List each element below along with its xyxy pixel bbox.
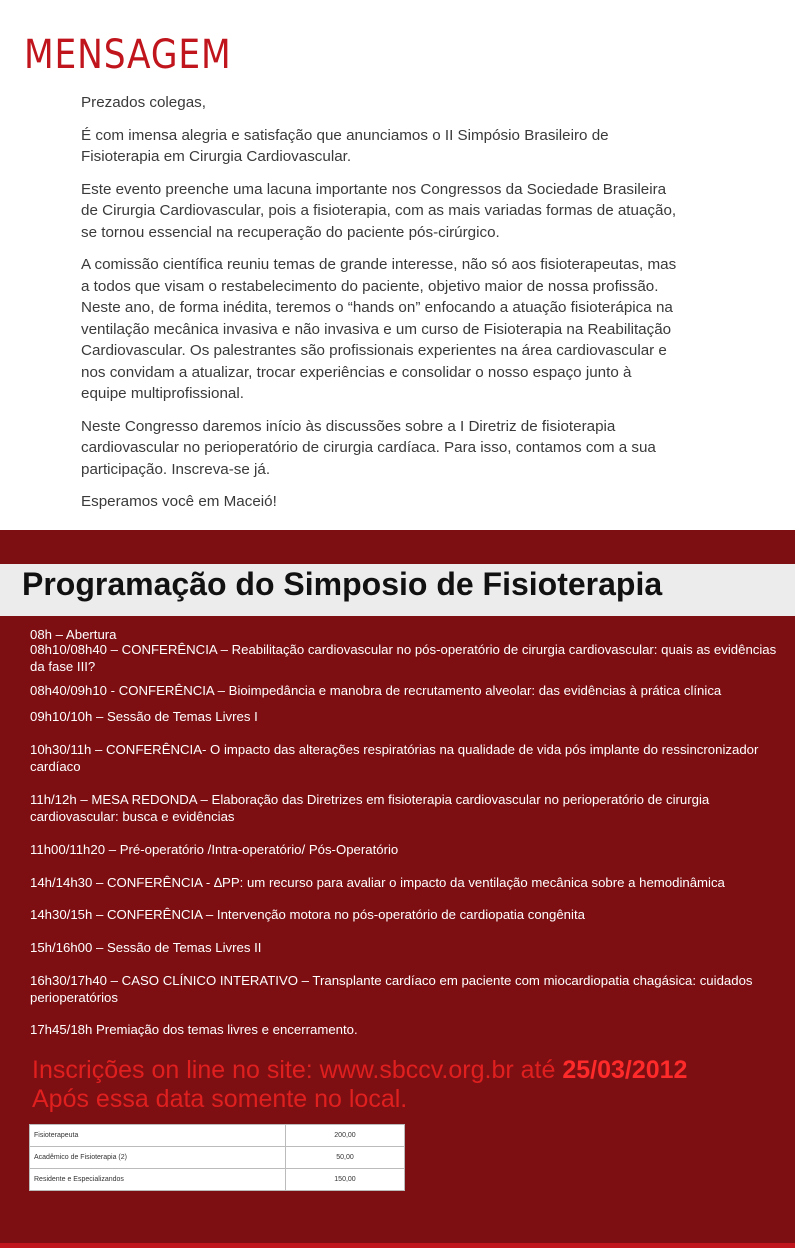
message-title: MENSAGEM — [24, 32, 232, 78]
schedule-item: 16h30/17h40 – CASO CLÍNICO INTERATIVO – Transplante cardíaco em paciente com miocardiopatia chagásica: cuidados perioperatórios — [30, 973, 753, 1005]
message-greeting: Prezados colegas, — [81, 94, 206, 111]
schedule-item: 14h30/15h – CONFERÊNCIA – Intervenção motora no pós-operatório de cardiopatia congênita — [30, 907, 585, 922]
schedule-item: 15h/16h00 – Sessão de Temas Livres II — [30, 940, 262, 955]
schedule-item: 10h30/11h – CONFERÊNCIA- O impacto das alterações respiratórias na qualidade de vida pós implante do ressincronizador cardíaco — [30, 742, 759, 774]
table-row — [30, 1169, 405, 1191]
message-body — [81, 92, 681, 524]
program-title: Programação do Simposio de Fisioterapia — [22, 566, 663, 602]
price-value: 50,00 — [286, 1147, 405, 1169]
message-paragraph: É com imensa alegria e satisfação que anunciamos o II Simpósio Brasileiro de Fisioterapia em Cirurgia Cardiovascular. — [81, 126, 609, 165]
price-category: Residente e Especializandos — [30, 1169, 286, 1191]
schedule-item: 08h40/09h10 - CONFERÊNCIA – Bioimpedância e manobra de recrutamento alveolar: das evidências à prática clínica — [30, 683, 722, 698]
registration-notice — [32, 1056, 687, 1114]
registration-deadline: 25/03/2012 — [562, 1056, 688, 1084]
schedule-item: 17h45/18h Premiação dos temas livres e encerramento. — [30, 1022, 358, 1037]
price-value: 150,00 — [286, 1169, 405, 1191]
table-row — [30, 1125, 405, 1147]
schedule-item: 11h/12h – MESA REDONDA – Elaboração das Diretrizes em fisioterapia cardiovascular no perioperatório de cirurgia cardiovascular: busca e evidências — [30, 792, 710, 824]
program-title-band — [0, 564, 795, 616]
registration-line-1 — [32, 1056, 687, 1085]
registration-site-text: Inscrições on line no site: www.sbccv.org.br até — [32, 1056, 563, 1084]
message-paragraph: A comissão científica reuniu temas de grande interesse, não só aos fisioterapeutas, mas a todos que visam o restabelecimento do paciente, objetivo maior de nossa profissão. Neste ano, de forma inédita, teremos o “hands on” enfocando a atuação fisioterápica na ventilação mecânica invasiva e não invasiva e um curso de Fisioterapia na Reabilitação Cardiovascular. Os palestrantes são profissionais experientes na área cardiovascular e nos convidam a atualizar, trocar experiências e consolidar o nosso espaço junto à equipe multiprofissional. — [81, 256, 677, 402]
schedule-item: 08h10/08h40 – CONFERÊNCIA – Reabilitação cardiovascular no pós-operatório de cirurgia cardiovascular: quais as evidências da fase III? — [30, 642, 777, 674]
table-row — [30, 1147, 405, 1169]
message-paragraph: Neste Congresso daremos início às discussões sobre a I Diretriz de fisioterapia cardiovascular no perioperatório de cirurgia cardíaca. Para isso, contamos com a sua participação. Inscreva-se já. — [81, 417, 656, 478]
price-table — [29, 1124, 405, 1191]
schedule-item: 09h10/10h – Sessão de Temas Livres I — [30, 709, 258, 724]
message-paragraph: Este evento preenche uma lacuna importante nos Congressos da Sociedade Brasileira de Cirurgia Cardiovascular, pois a fisioterapia, com as mais variadas formas de atuação, se tornou essencial na recuperação do paciente pós-cirúrgico. — [81, 180, 677, 241]
registration-line-2: Após essa data somente no local. — [32, 1085, 408, 1113]
price-category: Fisioterapeuta — [30, 1125, 286, 1147]
program-section — [0, 530, 795, 1248]
schedule-item: 11h00/11h20 – Pré-operatório /Intra-operatório/ Pós-Operatório — [30, 842, 399, 857]
schedule-item: 08h – Abertura — [30, 627, 117, 642]
schedule-item: 14h/14h30 – CONFERÊNCIA - ∆PP: um recurso para avaliar o impacto da ventilação mecânica sobre a hemodinâmica — [30, 875, 725, 890]
bottom-divider — [0, 1243, 795, 1248]
message-closing: Esperamos você em Maceió! — [81, 493, 277, 510]
price-value: 200,00 — [286, 1125, 405, 1147]
price-category: Acadêmico de Fisioterapia (2) — [30, 1147, 286, 1169]
